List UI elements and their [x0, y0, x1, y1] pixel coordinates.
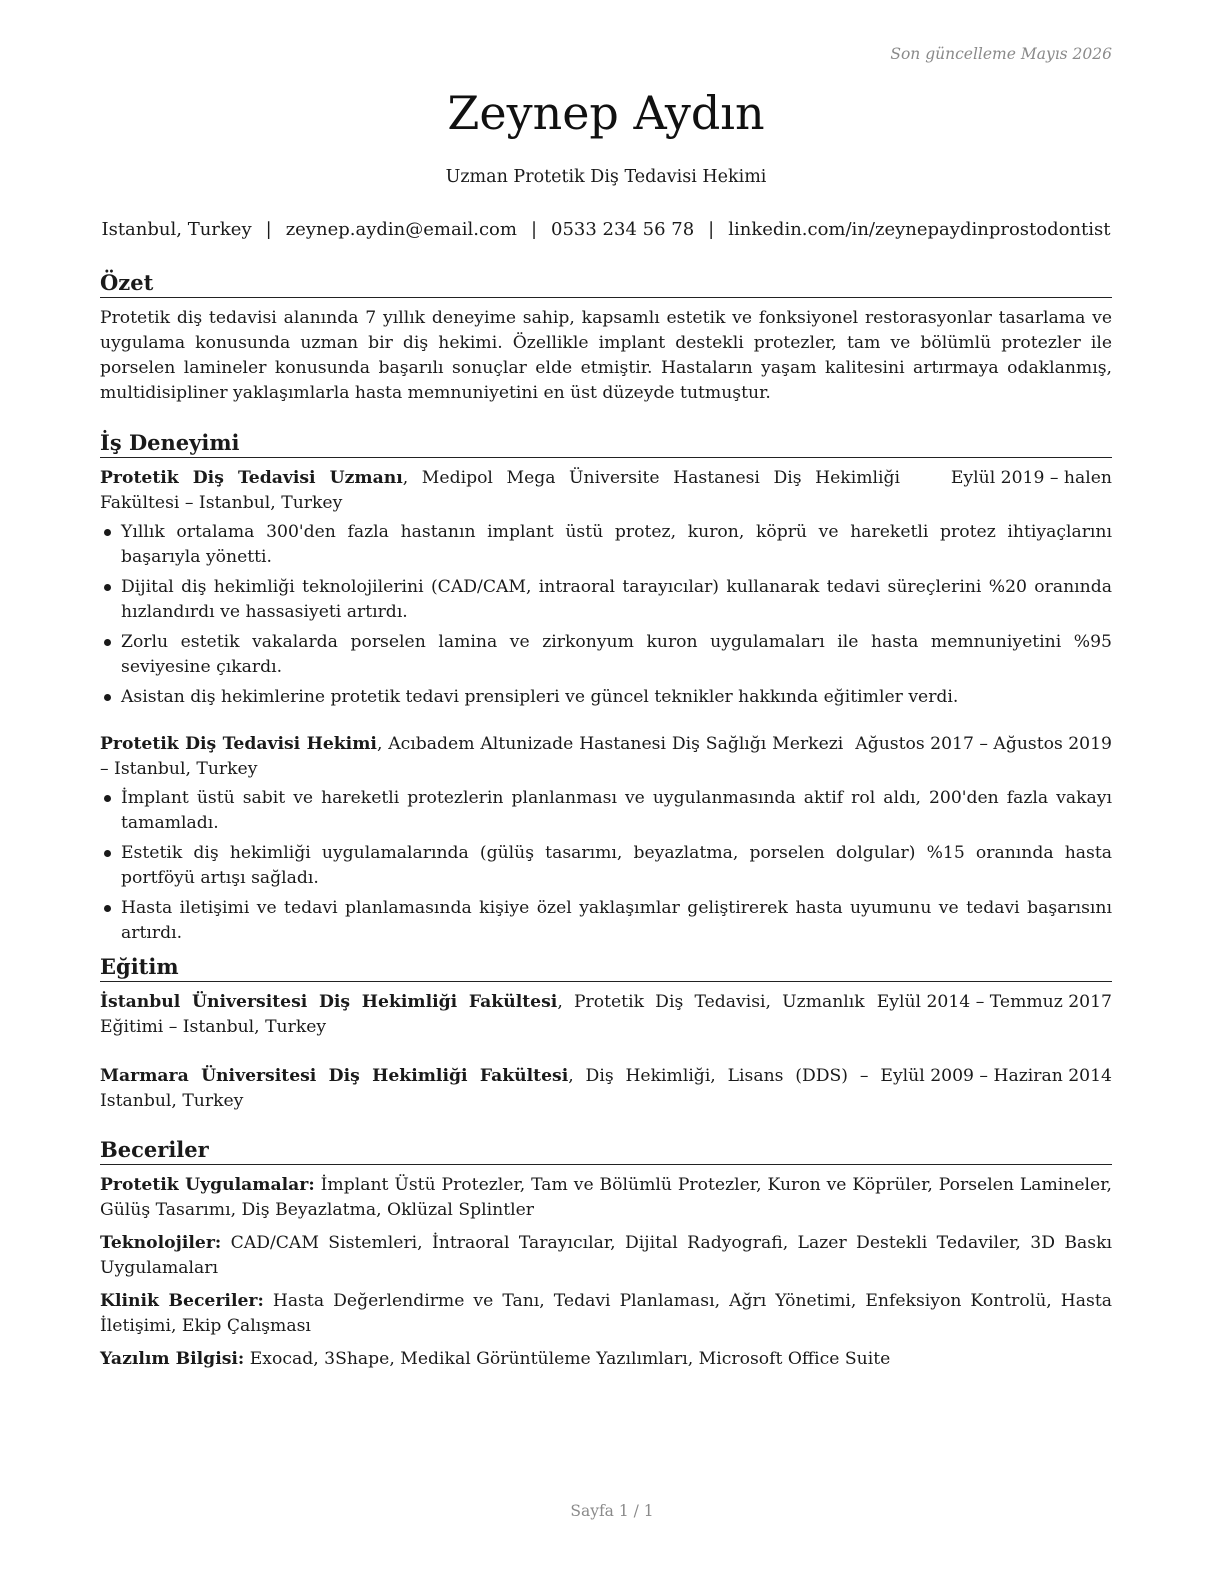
skill-row: [100, 1347, 1112, 1372]
contact-separator: |: [530, 219, 538, 240]
skill-label: Klinik Beceriler:: [100, 1291, 264, 1311]
skill-value: Exocad, 3Shape, Medikal Görüntüleme Yazılımları, Microsoft Office Suite: [249, 1349, 891, 1369]
summary-section: [100, 269, 1112, 406]
skill-label: Teknolojiler:: [100, 1233, 222, 1253]
skill-label: Yazılım Bilgisi:: [100, 1349, 245, 1369]
contact-phone[interactable]: 0533 234 56 78: [551, 219, 695, 240]
education-entry: [100, 990, 1112, 1040]
job-organization: , Acıbadem Altunizade Hastanesi Diş Sağlığı Merkezi – Istanbul, Turkey: [100, 734, 844, 779]
last-updated: Son güncelleme Mayıs 2026: [890, 45, 1112, 63]
skill-row: [100, 1289, 1112, 1339]
job-role: Protetik Diş Tedavisi Uzmanı: [100, 468, 403, 488]
job-header: [100, 732, 1112, 782]
job-bullet: Yıllık ortalama 300'den fazla hastanın implant üstü protez, kuron, köprü ve hareketli protez ihtiyaçlarını başarıyla yönetti.: [100, 520, 1112, 570]
section-title-summary: Özet: [100, 269, 1112, 298]
education-detail: , Diş Hekimliği, Lisans (DDS) – Istanbul, Turkey: [100, 1066, 869, 1111]
job-bullet: Dijital diş hekimliği teknolojilerini (CAD/CAM, intraoral tarayıcılar) kullanarak tedavi süreçlerini %20 oranında hızlandırdı ve hassasiyeti artırdı.: [100, 575, 1112, 625]
contact-email[interactable]: zeynep.aydin@email.com: [285, 219, 517, 240]
section-title-education: Eğitim: [100, 953, 1112, 982]
skill-row: [100, 1231, 1112, 1281]
candidate-name: Zeynep Aydın: [447, 86, 765, 140]
job-bullet: Zorlu estetik vakalarda porselen lamina ve zirkonyum kuron uygulamaları ile hasta memnuniyetini %95 seviyesine çıkardı.: [100, 630, 1112, 680]
candidate-title: Uzman Protetik Diş Tedavisi Hekimi: [445, 167, 767, 187]
summary-text: Protetik diş tedavisi alanında 7 yıllık deneyime sahip, kapsamlı estetik ve fonksiyonel restorasyonlar tasarlama ve uygulama konusunda uzman bir diş hekimi. Özellikle implant destekli protezler, tam ve bölümlü protezler ile porselen lamineler konusunda başarılı sonuçlar elde etmiştir. Hastaların yaşam kalitesini artırmaya odaklanmış, multidisipliner yaklaşımlarla hasta memnuniyetini en üst düzeyde tutmuştur.: [100, 308, 1112, 403]
job-bullets: [100, 520, 1112, 710]
job-bullet: Estetik diş hekimliği uygulamalarında (gülüş tasarımı, beyazlatma, porselen dolgular) %15 oranında hasta portföyü artışı sağladı.: [100, 841, 1112, 891]
education-dates: Eylül 2009 – Haziran 2014: [880, 1066, 1112, 1086]
education-school: İstanbul Üniversitesi Diş Hekimliği Fakültesi: [100, 992, 558, 1012]
education-detail: , Protetik Diş Tedavisi, Uzmanlık Eğitimi – Istanbul, Turkey: [100, 992, 865, 1037]
job-role: Protetik Diş Tedavisi Hekimi: [100, 734, 377, 754]
contact-separator: |: [265, 219, 272, 240]
job-bullet: Asistan diş hekimlerine protetik tedavi prensipleri ve güncel teknikler hakkında eğitimler verdi.: [100, 685, 1112, 710]
education-section: [100, 953, 1112, 1114]
job-entry: [100, 466, 1112, 710]
job-dates: Ağustos 2017 – Ağustos 2019: [855, 734, 1112, 754]
job-organization: , Medipol Mega Üniversite Hastanesi Diş Hekimliği Fakültesi – Istanbul, Turkey: [100, 468, 901, 513]
education-school: Marmara Üniversitesi Diş Hekimliği Fakültesi: [100, 1066, 569, 1086]
job-bullet: Hasta iletişimi ve tedavi planlamasında kişiye özel yaklaşımlar geliştirerek hasta uyumunu ve tedavi başarısını artırdı.: [100, 896, 1112, 946]
job-bullets: [100, 786, 1112, 946]
contact-line: [90, 219, 1122, 240]
education-dates: Eylül 2014 – Temmuz 2017: [876, 992, 1112, 1012]
skill-label: Protetik Uygulamalar:: [100, 1175, 315, 1195]
experience-section: [100, 429, 1112, 951]
contact-linkedin[interactable]: linkedin.com/in/zeynepaydinprostodontist: [728, 219, 1111, 240]
skill-row: [100, 1173, 1112, 1223]
job-bullet: İmplant üstü sabit ve hareketli protezlerin planlanması ve uygulanmasında aktif rol aldı, 200'den fazla vakayı tamamladı.: [100, 786, 1112, 836]
skill-value: Hasta Değerlendirme ve Tanı, Tedavi Planlaması, Ağrı Yönetimi, Enfeksiyon Kontrolü, Hasta İletişimi, Ekip Çalışması: [100, 1291, 1112, 1336]
skills-section: [100, 1136, 1112, 1380]
job-entry: [100, 732, 1112, 946]
contact-location: Istanbul, Turkey: [101, 219, 252, 240]
contact-separator: |: [708, 219, 715, 240]
education-entry: [100, 1064, 1112, 1114]
section-title-experience: İş Deneyimi: [100, 429, 1112, 458]
section-title-skills: Beceriler: [100, 1136, 1112, 1165]
job-header: [100, 466, 1112, 516]
job-dates: Eylül 2019 – halen: [950, 468, 1112, 488]
page-number: Sayfa 1 / 1: [570, 1502, 654, 1520]
skill-value: İmplant Üstü Protezler, Tam ve Bölümlü Protezler, Kuron ve Köprüler, Porselen Lamineler, Gülüş Tasarımı, Diş Beyazlatma, Oklüzal Splintler: [100, 1175, 1112, 1220]
skill-value: CAD/CAM Sistemleri, İntraoral Tarayıcılar, Dijital Radyografi, Lazer Destekli Tedaviler, 3D Baskı Uygulamaları: [100, 1233, 1112, 1278]
